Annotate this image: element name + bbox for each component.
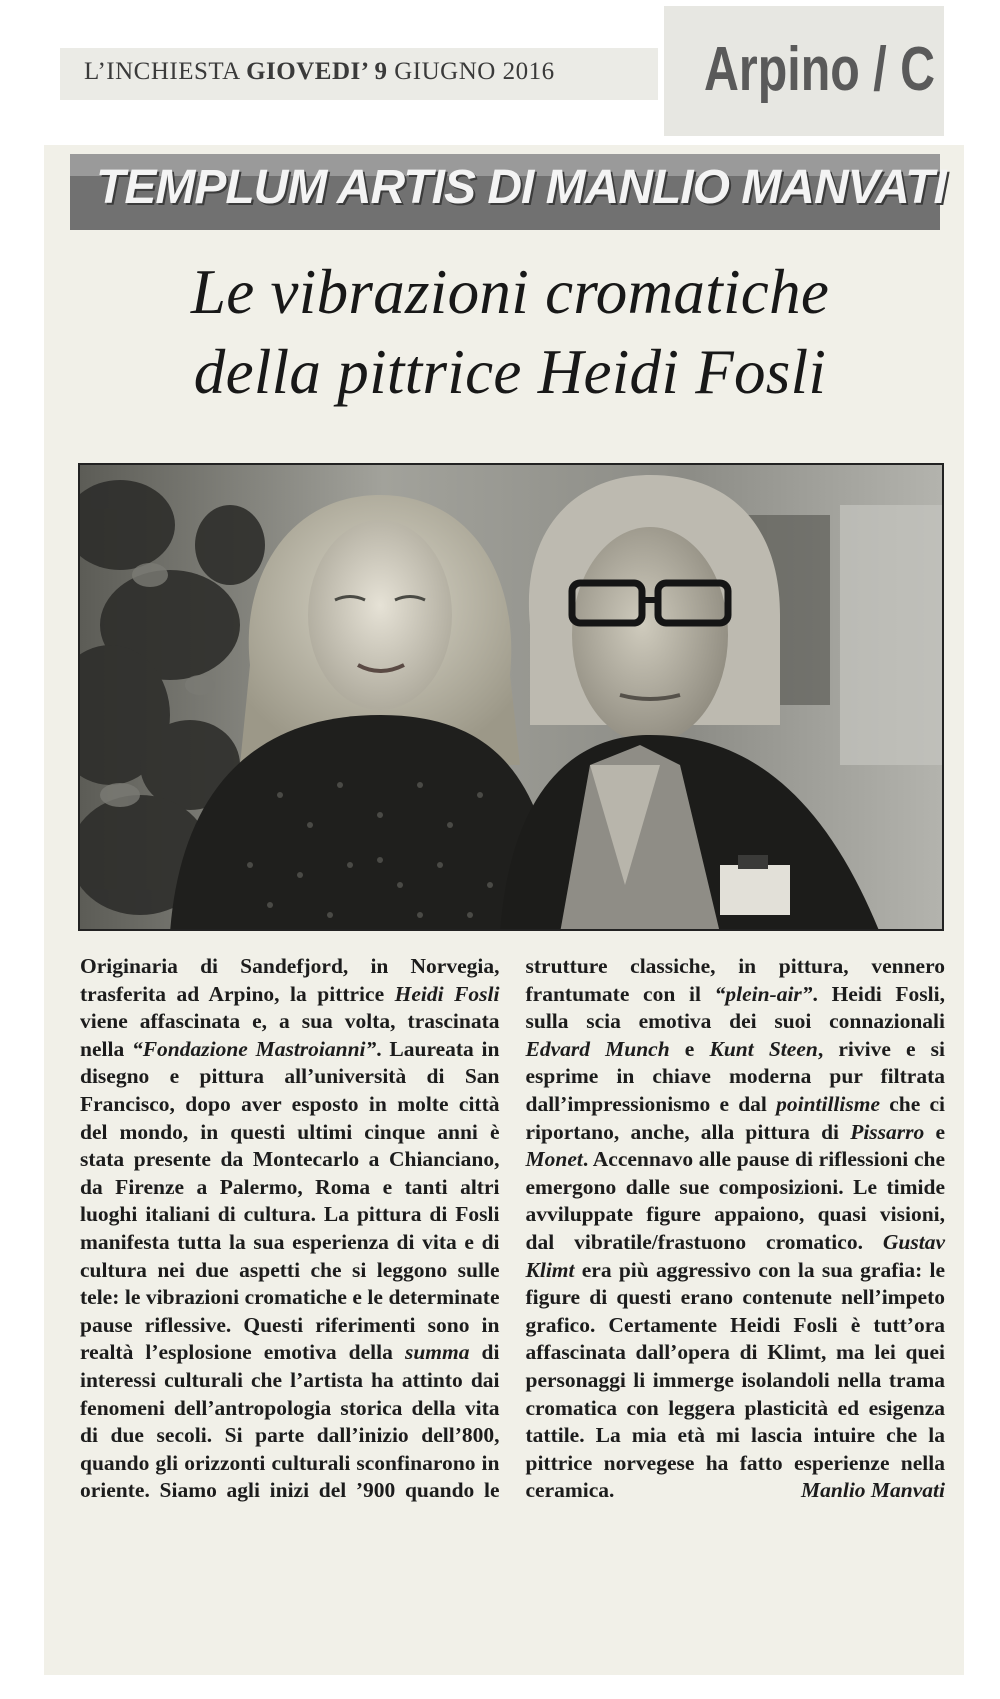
body-run: e bbox=[924, 1119, 945, 1144]
article-byline: Manlio Manvati bbox=[801, 1478, 945, 1503]
body-run: viene affascinata e, a sua volta, trascinata nella bbox=[80, 1009, 500, 1061]
body-run: . Heidi Fosli, sulla scia emotiva dei suoi connazionali bbox=[525, 981, 945, 1034]
photo-illustration bbox=[80, 465, 944, 931]
headline-line-1: Le vibrazioni cromatiche bbox=[190, 257, 830, 327]
body-run-italic: Monet bbox=[525, 1147, 583, 1172]
article-body-paragraph bbox=[80, 953, 945, 1505]
body-run-italic: Kunt Steen bbox=[709, 1036, 818, 1061]
body-run: di interessi culturali che l’artista ha attinto dai fenomeni dell’antropologia storica della vita di due secoli. Si parte dall’inizio dell’800, quando gli orizzonti culturali sconfinarono in oriente. Siamo agli inizi del ’900 quando le strutture classiche, in pittura, vennero frantumate con il bbox=[80, 954, 945, 1503]
body-run: e bbox=[669, 1036, 710, 1061]
body-run: Originaria di Sandefjord, in Norvegia, trasferita ad Arpino, la pittrice bbox=[80, 954, 500, 1006]
article-headline bbox=[80, 252, 940, 412]
body-run-italic: “Fondazione Mastroianni” bbox=[131, 1036, 377, 1061]
issue-weekday: GIOVEDI’ 9 bbox=[246, 58, 388, 85]
body-run-italic: Pissarro bbox=[850, 1119, 925, 1144]
column-kicker: TEMPLUM ARTIS DI MANLIO MANVATI bbox=[96, 161, 946, 214]
body-run: . Accennavo alle pause di riflessioni che emergono dalle sue composizioni. Le timide avviluppate figure appaiono, quasi visioni, dal vibratile/frastuono cromatico. bbox=[525, 1147, 945, 1254]
body-run-italic: Heidi Fosli bbox=[394, 981, 500, 1006]
article-body bbox=[80, 953, 945, 1505]
body-run: . Laureata in disegno e pittura all’università di San Francisco, dopo aver esposto in molte città del mondo, in questi ultimi cinque anni è stata presente da Montecarlo a Chianciano, da Firenze a Palermo, Roma e tanti altri luoghi italiani di cultura. La pittura di Fosli manifesta tutta la sua esperienza di vita e di cultura nei due aspetti che si leggono sulle tele: le vibrazioni cromatiche e le determinate pause riflessive. Questi riferimenti sono in realtà l’esplosione emotiva della bbox=[80, 1036, 500, 1365]
body-run-italic: Gustav Klimt bbox=[525, 1229, 945, 1282]
town-section-box bbox=[664, 6, 944, 136]
issue-date: GIUGNO 2016 bbox=[394, 58, 555, 85]
body-run: era più aggressivo con la sua grafia: le figure di questi erano contenute nell’impeto grafico. Certamente Heidi Fosli è tutt’ora affascinata dall’opera di Klimt, ma lei quei personaggi li immerge isolandoli nella trama cromatica con leggera plasticità ed esigenza tattile. La mia età mi lascia intuire che la pittrice norvegese ha fatto esperienze nella ceramica. bbox=[525, 1257, 945, 1503]
body-run-italic: Edvard Munch bbox=[525, 1036, 670, 1061]
body-run-italic: summa bbox=[404, 1340, 470, 1365]
body-run-italic: pointillisme bbox=[776, 1091, 881, 1116]
newspaper-name: L’INCHIESTA bbox=[84, 58, 240, 85]
masthead-dateline bbox=[84, 58, 555, 86]
town-section-label: Arpino / C bbox=[704, 35, 936, 104]
body-run: , rivive e si esprime in chiave moderna pur filtrata dall’impressionismo e dal bbox=[525, 1036, 946, 1116]
body-run: che ci riportano, anche, alla pittura di bbox=[525, 1091, 945, 1144]
body-run-italic: “plein-air” bbox=[714, 981, 813, 1006]
headline-line-2: della pittrice Heidi Fosli bbox=[193, 337, 827, 407]
article-photo bbox=[78, 463, 944, 931]
